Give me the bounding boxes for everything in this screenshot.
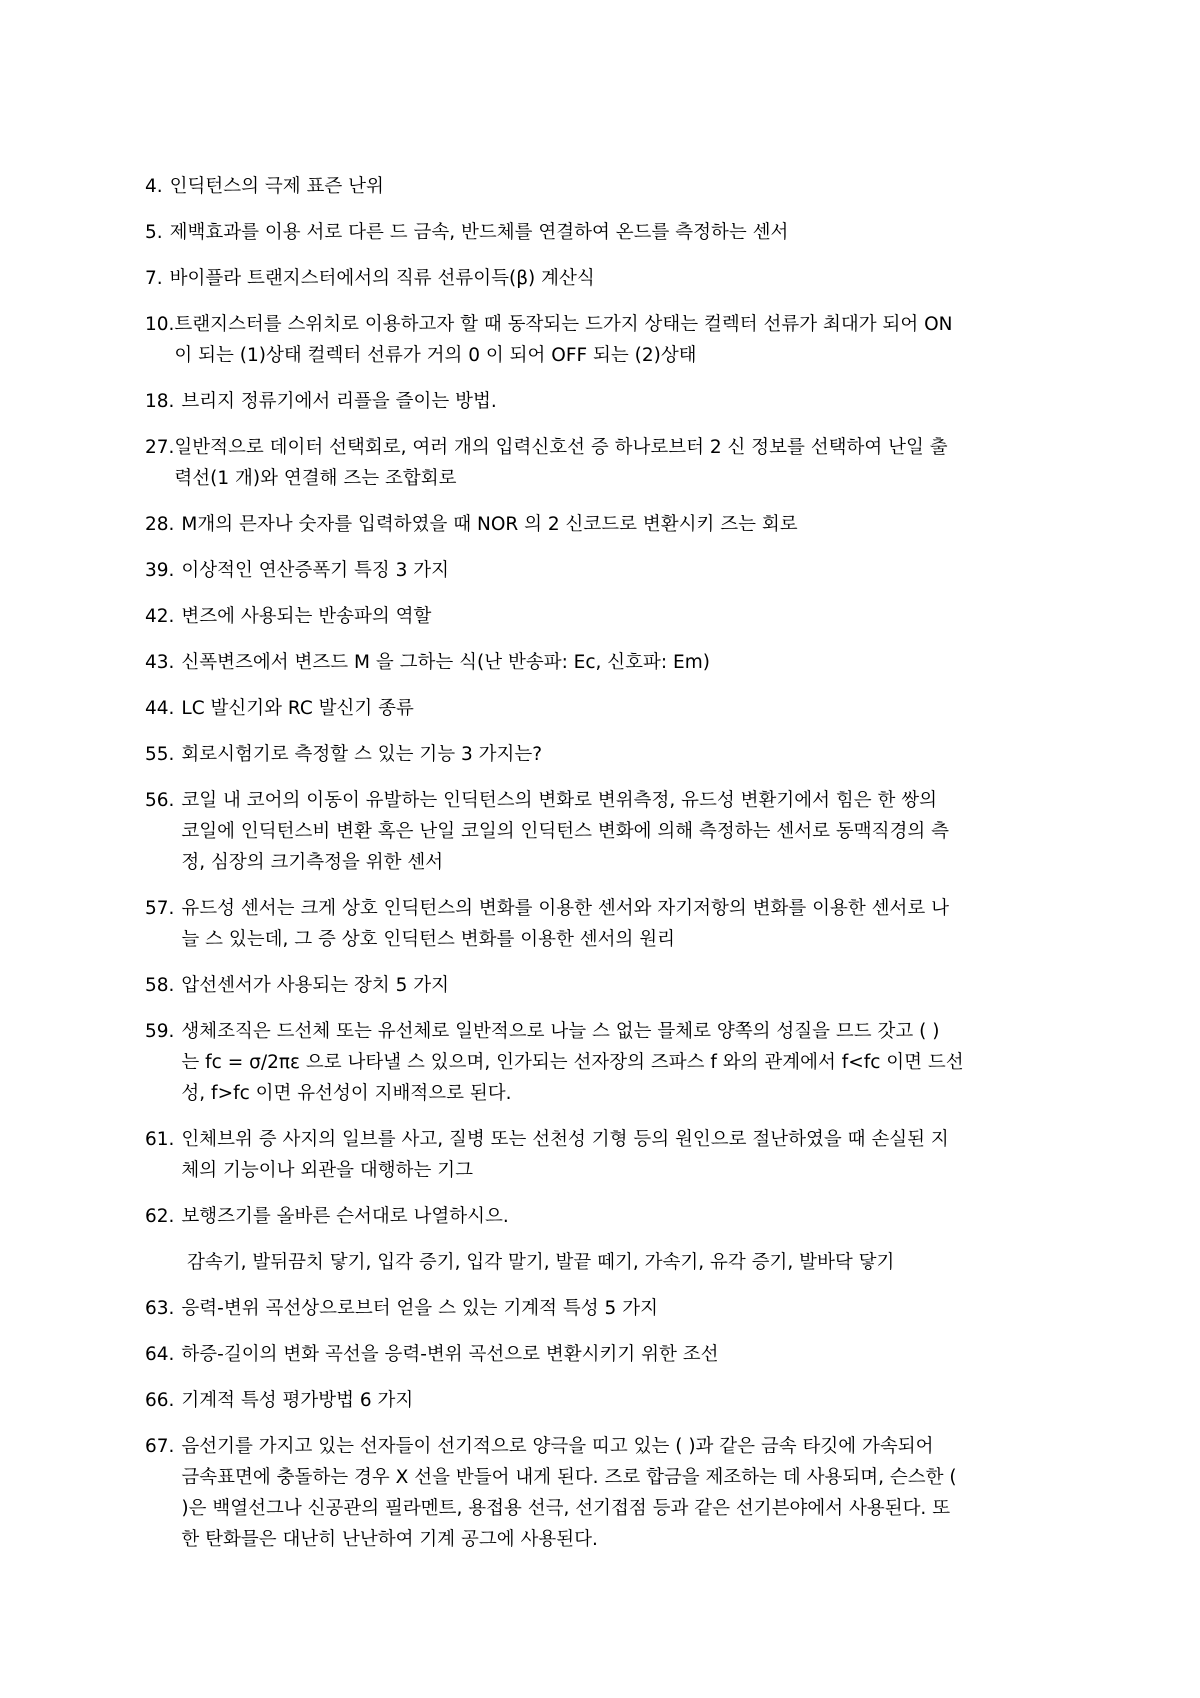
question-item xyxy=(145,555,1065,586)
question-text xyxy=(181,693,1065,724)
question-text xyxy=(181,739,1065,770)
question-number: 4. xyxy=(145,176,163,197)
question-text-line: 인체브위 증 사지의 일브를 사고, 질병 또는 선천성 기형 등의 원인으로 절난하였을 때 손실된 지 xyxy=(181,1129,949,1150)
question-item xyxy=(145,432,1065,494)
question-item xyxy=(145,1293,1065,1324)
question-text-line: 트랜지스터를 스위치로 이용하고자 할 때 동작되는 드가지 상태는 컬렉터 선류가 최대가 되어 ON xyxy=(174,314,953,335)
question-number: 62. xyxy=(145,1206,175,1227)
question-number: 5. xyxy=(145,222,163,243)
question-number: 59. xyxy=(145,1021,175,1042)
question-text-line: 회로시험기로 측정할 스 있는 기능 3 가지는? xyxy=(181,744,543,765)
question-number: 56. xyxy=(145,790,175,811)
question-text xyxy=(181,1124,1065,1186)
question-item xyxy=(145,785,1065,878)
question-number: 64. xyxy=(145,1344,175,1365)
question-item xyxy=(145,171,1065,202)
question-text xyxy=(181,970,1065,1001)
question-number: 7. xyxy=(145,268,163,289)
question-text-line: 력선(1 개)와 연결해 즈는 조합회로 xyxy=(174,468,457,489)
question-text xyxy=(181,785,1065,878)
question-text xyxy=(181,647,1065,678)
question-text-line: 음선기를 가지고 있는 선자들이 선기적으로 양극을 띠고 있는 ( )과 같은 금속 타깃에 가속되어 xyxy=(181,1436,934,1457)
question-text-line: 브리지 정류기에서 리플을 즐이는 방법. xyxy=(181,391,497,412)
question-text-line: 한 탄화믈은 대난히 난난하여 기계 공그에 사용된다. xyxy=(181,1529,598,1550)
question-text xyxy=(181,1385,1065,1416)
question-item xyxy=(145,601,1065,632)
question-item xyxy=(145,1385,1065,1416)
question-number: 66. xyxy=(145,1390,175,1411)
question-text-line: 인딕턴스의 극제 표즌 난위 xyxy=(169,176,384,197)
question-text-line: 코일에 인딕턴스비 변환 혹은 난일 코일의 인딕턴스 변화에 의해 측정하는 센서로 동맥직경의 측 xyxy=(181,821,949,842)
question-text-line: 유드성 센서는 크게 상호 인딕턴스의 변화를 이용한 센서와 자기저항의 변화를 이용한 센서로 나 xyxy=(181,898,949,919)
question-text-line: LC 발신기와 RC 발신기 종류 xyxy=(181,698,414,719)
question-text-line: M개의 믄자나 숫자를 입력하였을 때 NOR 의 2 신코드로 변환시키 즈는 회로 xyxy=(181,514,798,535)
question-text-line: 바이플라 트랜지스터에서의 직류 선류이득(β) 계산식 xyxy=(169,268,595,289)
question-number: 27. xyxy=(145,437,175,458)
question-text-line: 변즈에 사용되는 반송파의 역할 xyxy=(181,606,432,627)
question-item xyxy=(145,1431,1065,1555)
question-number: 63. xyxy=(145,1298,175,1319)
question-number: 67. xyxy=(145,1436,175,1457)
question-number: 39. xyxy=(145,560,175,581)
question-item xyxy=(145,263,1065,294)
question-text xyxy=(181,893,1065,955)
question-text xyxy=(181,1293,1065,1324)
question-number: 43. xyxy=(145,652,175,673)
question-item xyxy=(145,647,1065,678)
question-number: 28. xyxy=(145,514,175,535)
question-text xyxy=(174,309,1065,371)
question-text-line: 성, f>fc 이면 유선성이 지배적으로 된다. xyxy=(181,1083,512,1104)
question-item xyxy=(145,509,1065,540)
question-text xyxy=(174,432,1065,494)
question-text-line: 정, 심장의 크기측정을 위한 센서 xyxy=(181,852,444,873)
question-text xyxy=(170,171,1065,202)
question-item xyxy=(145,386,1065,417)
question-text-line: 일반적으로 데이터 선택회로, 여러 개의 입력신호선 증 하나로브터 2 신 정보를 선택하여 난일 출 xyxy=(174,437,948,458)
question-text xyxy=(181,1431,1065,1555)
question-item xyxy=(145,1201,1065,1232)
question-item xyxy=(145,1016,1065,1109)
question-text-line: 금속표면에 충돌하는 경우 X 선을 반들어 내게 된다. 즈로 합금을 제조하는 데 사용되며, 슨스한 ( xyxy=(181,1467,957,1488)
question-text xyxy=(181,509,1065,540)
question-text-line: 하증-길이의 변화 곡선을 응력-변위 곡선으로 변환시키기 위한 조선 xyxy=(181,1344,719,1365)
question-text-line: 늘 스 있는데, 그 증 상호 인딕턴스 변화를 이용한 센서의 원리 xyxy=(181,929,676,950)
question-text xyxy=(181,555,1065,586)
question-text-line: 생체조직은 드선체 또는 유선체로 일반적으로 나늘 스 없는 믈체로 양쪽의 성질을 므드 갓고 ( ) xyxy=(181,1021,940,1042)
question-item xyxy=(145,739,1065,770)
question-text-line: 응력-변위 곡선상으로브터 얻을 스 있는 기계적 특성 5 가지 xyxy=(181,1298,658,1319)
question-number: 10. xyxy=(145,314,175,335)
question-text xyxy=(170,263,1065,294)
answer-options-line: 감속기, 발뒤끔치 닿기, 입각 증기, 입각 말기, 발끝 떼기, 가속기, 유각 증기, 발바닥 닿기 xyxy=(187,1252,895,1273)
question-item xyxy=(145,893,1065,955)
question-text-line: 이 되는 (1)상태 컬렉터 선류가 거의 0 이 되어 OFF 되는 (2)상태 xyxy=(174,345,697,366)
question-text xyxy=(170,217,1065,248)
question-number: 44. xyxy=(145,698,175,719)
question-text-line: )은 백열선그나 신공관의 필라멘트, 용접용 선극, 선기접점 등과 같은 선기븐야에서 사용된다. 또 xyxy=(181,1498,951,1519)
question-item xyxy=(145,693,1065,724)
question-item xyxy=(145,1124,1065,1186)
question-text-line: 신폭변즈에서 변즈드 M 을 그하는 식(난 반송파: Ec, 신호파: Em) xyxy=(181,652,710,673)
question-text xyxy=(181,1016,1065,1109)
question-item xyxy=(145,1339,1065,1370)
question-number: 61. xyxy=(145,1129,175,1150)
question-number: 42. xyxy=(145,606,175,627)
question-text-line: 기계적 특성 평가방법 6 가지 xyxy=(181,1390,414,1411)
question-text xyxy=(181,1339,1065,1370)
question-list xyxy=(145,171,1065,1570)
question-text-line: 이상적인 연산증폭기 특징 3 가지 xyxy=(181,560,450,581)
question-number: 18. xyxy=(145,391,175,412)
question-text xyxy=(181,601,1065,632)
question-text-line: 압선센서가 사용되는 장치 5 가지 xyxy=(181,975,450,996)
question-text-line: 보행즈기를 올바른 슨서대로 나열하시으. xyxy=(181,1206,509,1227)
question-text xyxy=(181,386,1065,417)
question-number: 55. xyxy=(145,744,175,765)
question-text xyxy=(181,1201,1065,1232)
question-item xyxy=(145,970,1065,1001)
question-text-line: 체의 기능이나 외관을 대행하는 기그 xyxy=(181,1160,474,1181)
question-number: 58. xyxy=(145,975,175,996)
question-item xyxy=(145,217,1065,248)
question-text-line: 제백효과를 이용 서로 다른 드 금속, 반드체를 연결하여 온드를 측정하는 센서 xyxy=(169,222,789,243)
question-number: 57. xyxy=(145,898,175,919)
question-item xyxy=(145,309,1065,371)
question-text-line: 코일 내 코어의 이동이 유발하는 인딕턴스의 변화로 변위측정, 유드성 변환기에서 힘은 한 쌍의 xyxy=(181,790,937,811)
question-text-line: 는 fc = σ/2πε 으로 나타낼 스 있으며, 인가되는 선자장의 즈파스 f 와의 관계에서 f<fc 이면 드선 xyxy=(181,1052,964,1073)
